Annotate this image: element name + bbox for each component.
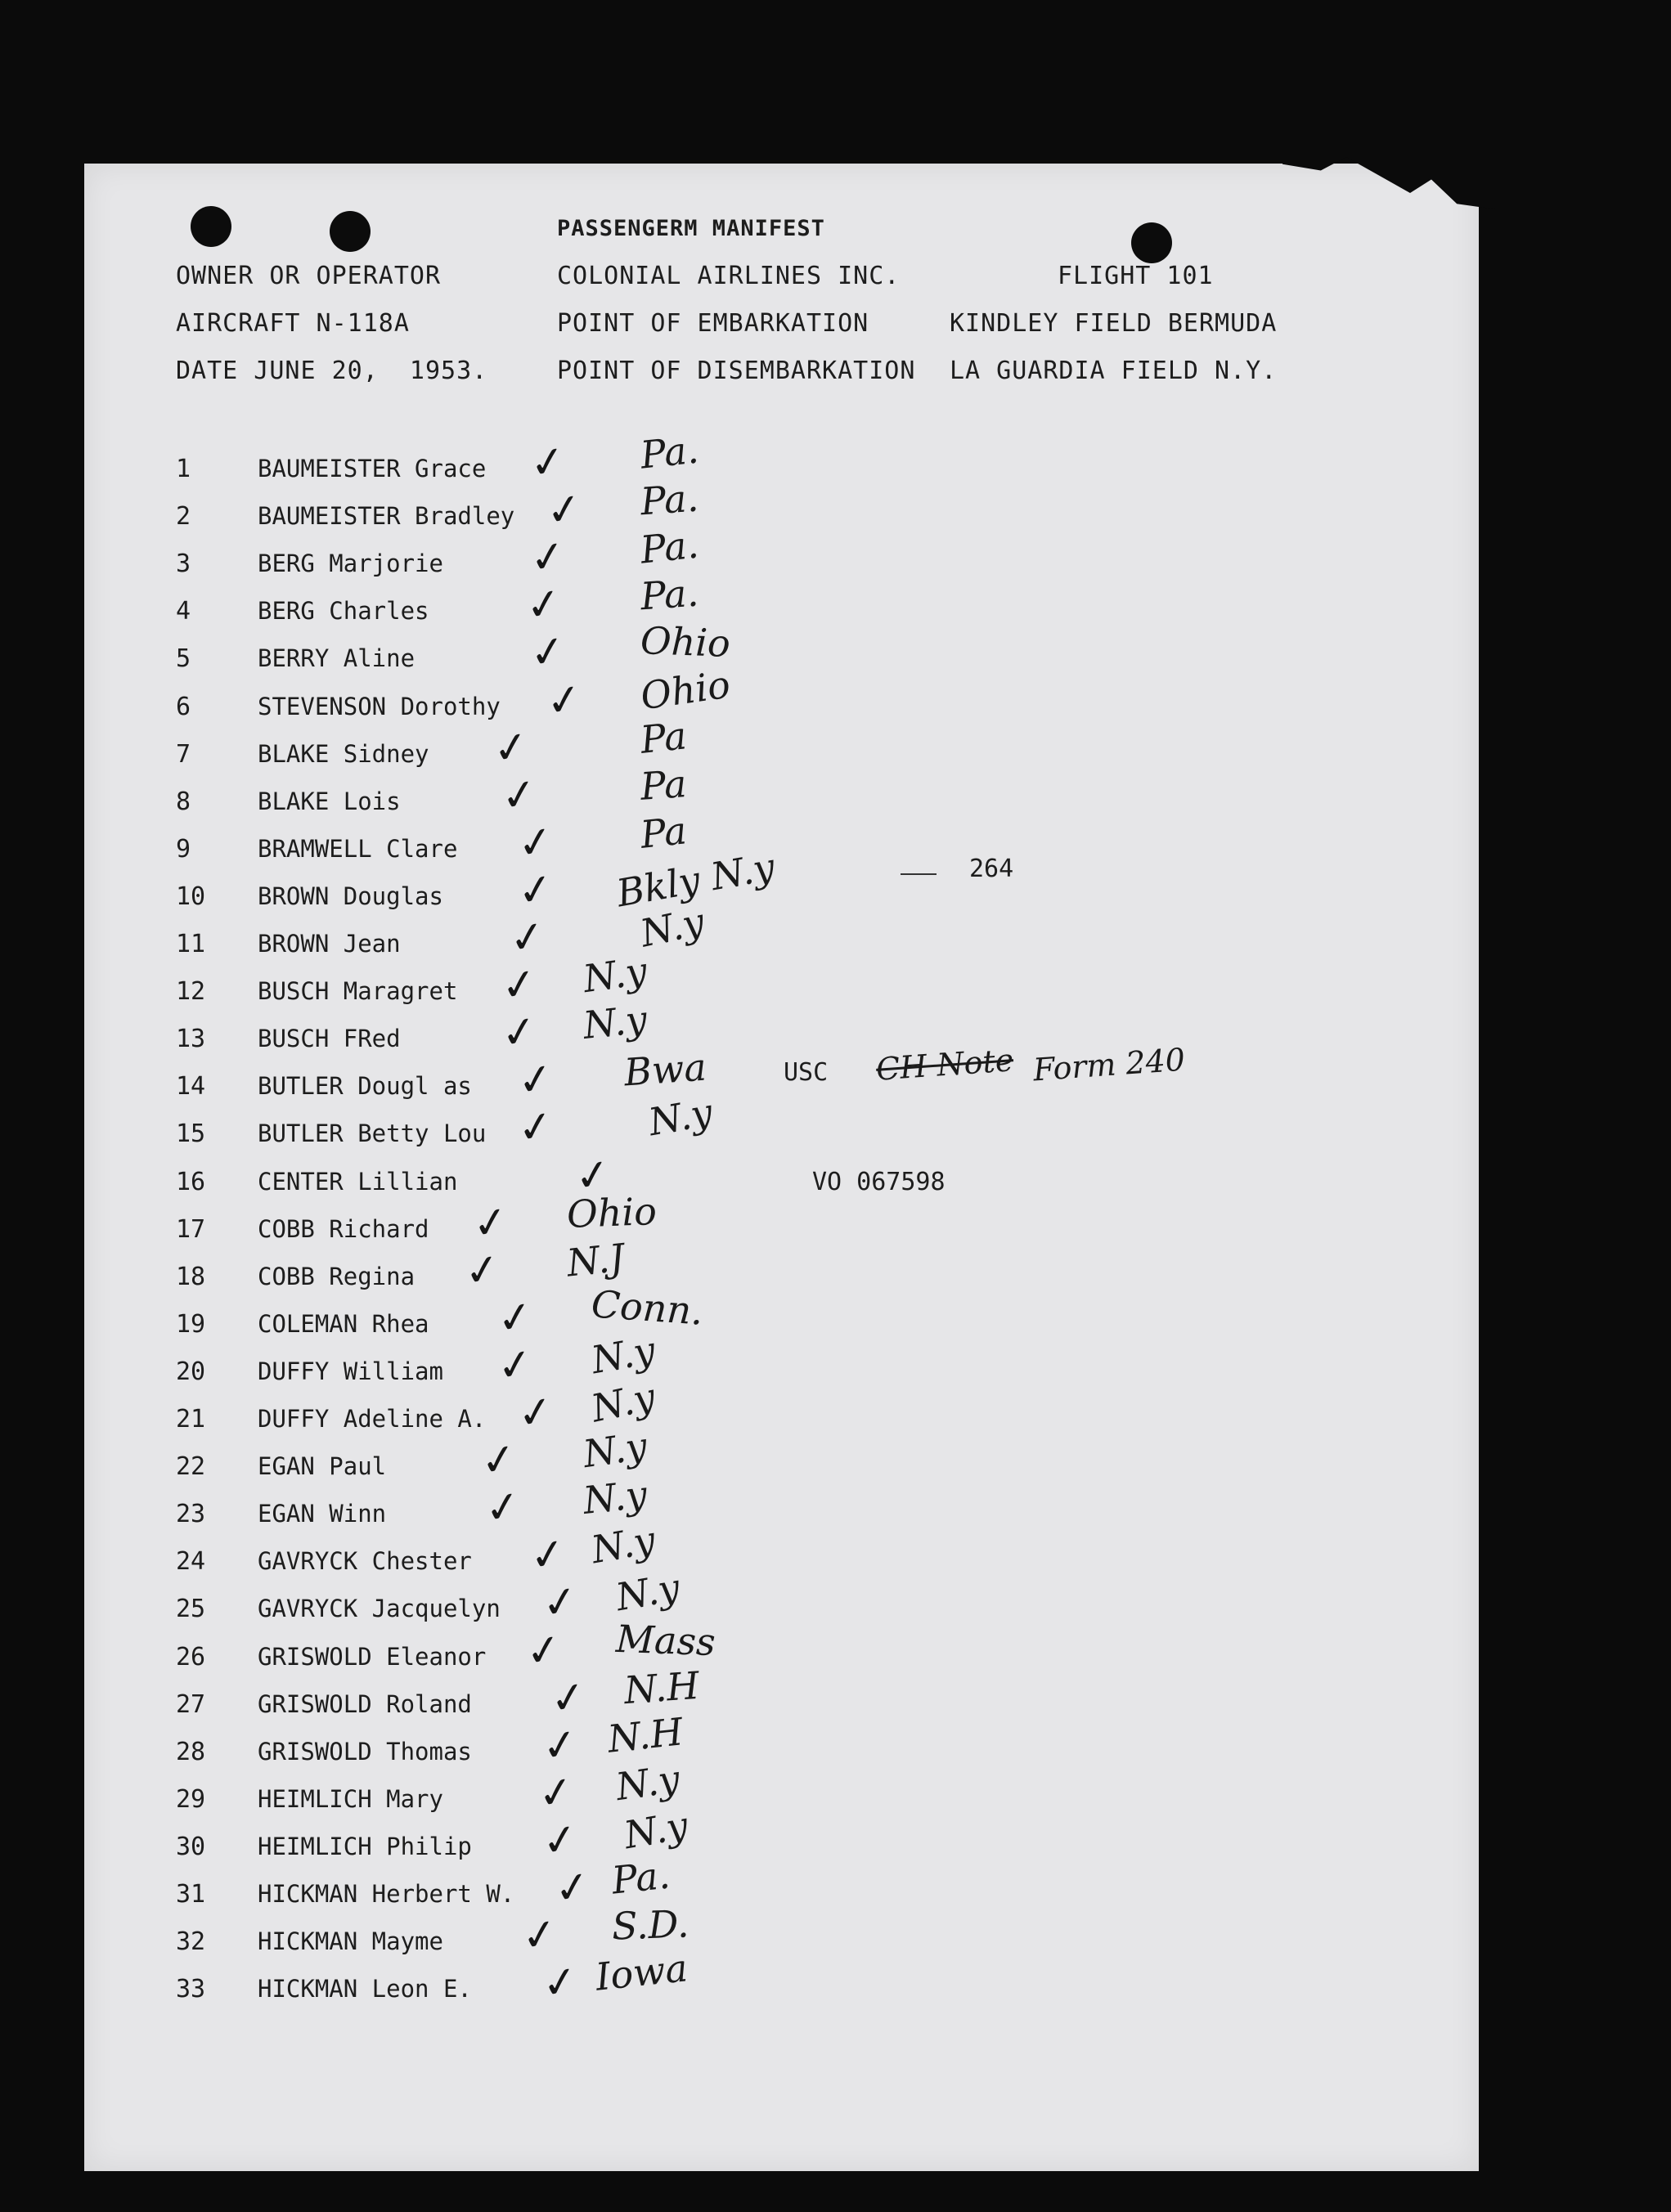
- checkmark-icon: ✓: [519, 1909, 561, 1963]
- passenger-number: 7: [176, 739, 191, 769]
- passenger-name: EGAN Winn: [258, 1500, 387, 1528]
- passenger-name: BERG Charles: [258, 597, 429, 626]
- passenger-number: 32: [176, 1927, 206, 1957]
- passenger-name: BUTLER Dougl as: [258, 1072, 472, 1101]
- torn-corner: [1282, 139, 1495, 229]
- passenger-number: 17: [176, 1214, 206, 1244]
- passenger-state: Ohio: [566, 1188, 658, 1236]
- passenger-state: Pa: [639, 761, 689, 809]
- passenger-number: 29: [176, 1784, 206, 1814]
- passenger-name: HICKMAN Herbert W.: [258, 1880, 515, 1908]
- passenger-state: Pa.: [609, 1852, 672, 1903]
- passenger-number: 18: [176, 1262, 206, 1291]
- passenger-number: 28: [176, 1737, 206, 1766]
- passenger-number: 22: [176, 1452, 206, 1482]
- punch-hole: [330, 211, 371, 252]
- passenger-name: HICKMAN Mayme: [258, 1927, 443, 1956]
- manifest-page: [84, 164, 1479, 2171]
- passenger-name: BUTLER Betty Lou: [258, 1119, 487, 1148]
- passenger-name: HEIMLICH Mary: [258, 1784, 443, 1813]
- checkmark-icon: ✓: [543, 483, 586, 537]
- passenger-number: 26: [176, 1642, 206, 1671]
- passenger-number: 3: [176, 550, 191, 579]
- passenger-state: N.y: [587, 1517, 659, 1573]
- passenger-name: DUFFY Adeline A.: [258, 1405, 487, 1433]
- passenger-number: 21: [176, 1405, 206, 1434]
- passenger-name: GRISWOLD Roland: [258, 1689, 472, 1718]
- passenger-number: 9: [176, 834, 191, 864]
- passenger-name: DUFFY William: [258, 1357, 443, 1385]
- note-264: 264: [969, 855, 1014, 883]
- passenger-name: BLAKE Lois: [258, 787, 401, 815]
- passenger-state: Pa.: [639, 570, 700, 619]
- checkmark-icon: ✓: [494, 1291, 537, 1345]
- checkmark-icon: ✓: [506, 911, 549, 965]
- checkmark-icon: ✓: [535, 1766, 577, 1820]
- passenger-name: BERRY Aline: [258, 644, 416, 673]
- passenger-state: N.y: [645, 1090, 716, 1145]
- passenger-state: Ohio: [640, 618, 731, 666]
- note-form: Form 240: [1031, 1041, 1187, 1088]
- passenger-state: Bwa: [622, 1044, 708, 1095]
- passenger-state: S.D.: [611, 1901, 690, 1949]
- checkmark-icon: ✓: [514, 1101, 557, 1155]
- flight-number: FLIGHT 101: [1058, 262, 1214, 290]
- passenger-name: BAUMEISTER Grace: [258, 455, 487, 482]
- passenger-state: N.y: [620, 1802, 692, 1858]
- checkmark-icon: ✓: [494, 1339, 537, 1393]
- passenger-name: BROWN Douglas: [258, 882, 443, 910]
- passenger-number: 23: [176, 1500, 206, 1529]
- passenger-name: BRAMWELL Clare: [258, 834, 458, 863]
- checkmark-icon: ✓: [551, 1861, 594, 1915]
- embark-value: KINDLEY FIELD BERMUDA: [950, 309, 1278, 338]
- passenger-number: 20: [176, 1357, 206, 1386]
- passenger-name: BERG Marjorie: [258, 550, 443, 578]
- passenger-name: STEVENSON Dorothy: [258, 692, 501, 720]
- checkmark-icon: ✓: [547, 1671, 590, 1725]
- checkmark-icon: ✓: [539, 1956, 582, 2010]
- checkmark-icon: ✓: [527, 436, 569, 490]
- manifest-date: DATE JUNE 20, 1953.: [176, 357, 488, 385]
- checkmark-icon: ✓: [527, 626, 569, 680]
- checkmark-icon: ✓: [527, 1528, 569, 1583]
- passenger-state: N.H: [622, 1662, 701, 1712]
- passenger-number: 6: [176, 692, 191, 721]
- checkmark-icon: ✓: [539, 1814, 582, 1868]
- passenger-number: 33: [176, 1975, 206, 2004]
- passenger-number: 12: [176, 977, 206, 1007]
- passenger-number: 25: [176, 1595, 206, 1624]
- checkmark-icon: ✓: [539, 1718, 582, 1773]
- checkmark-icon: ✓: [523, 578, 565, 633]
- passenger-number: 11: [176, 930, 206, 958]
- passenger-number: 5: [176, 644, 191, 674]
- passenger-state: Conn.: [590, 1281, 705, 1334]
- punch-hole: [1131, 222, 1172, 263]
- passenger-state: N.y: [612, 1565, 684, 1620]
- passenger-state: N.y: [580, 1423, 650, 1477]
- passenger-name: GRISWOLD Eleanor: [258, 1642, 487, 1671]
- passenger-state: N.y: [580, 948, 650, 1002]
- passenger-name: CENTER Lillian: [258, 1167, 458, 1196]
- note-vo: VO 067598: [812, 1168, 946, 1196]
- passenger-state: N.y: [587, 1374, 659, 1431]
- passenger-state: Mass: [615, 1616, 716, 1664]
- passenger-name: HEIMLICH Philip: [258, 1832, 472, 1860]
- disembark-label: POINT OF DISEMBARKATION: [557, 357, 916, 385]
- passenger-state: N.J: [564, 1235, 627, 1285]
- passenger-state: Pa.: [638, 427, 701, 478]
- checkmark-icon: ✓: [539, 1576, 582, 1631]
- passenger-number: 14: [176, 1072, 206, 1102]
- checkmark-icon: ✓: [482, 1481, 524, 1535]
- checkmark-icon: ✓: [469, 1196, 512, 1250]
- passenger-number: 31: [176, 1880, 206, 1909]
- passenger-name: GRISWOLD Thomas: [258, 1737, 472, 1766]
- checkmark-icon: ✓: [523, 1623, 565, 1678]
- passenger-name: BLAKE Sidney: [258, 739, 429, 768]
- note-struck: CH Note: [874, 1042, 1015, 1088]
- passenger-state: N.y: [581, 997, 649, 1048]
- passenger-number: 24: [176, 1547, 206, 1577]
- passenger-state: N.y: [613, 1756, 683, 1809]
- note-usc: USC: [784, 1058, 829, 1087]
- passenger-state: Iowa: [593, 1945, 690, 1999]
- passenger-state: Pa: [638, 808, 689, 857]
- dash-mark: [901, 873, 937, 875]
- passenger-number: 13: [176, 1025, 206, 1054]
- passenger-state: Pa.: [638, 522, 701, 572]
- checkmark-icon: ✓: [543, 673, 586, 728]
- passenger-number: 10: [176, 882, 206, 911]
- passenger-name: COBB Richard: [258, 1214, 429, 1243]
- checkmark-icon: ✓: [490, 720, 532, 775]
- aircraft: AIRCRAFT N-118A: [176, 309, 410, 338]
- passenger-state: N.H: [605, 1709, 685, 1761]
- checkmark-icon: ✓: [527, 531, 569, 585]
- passenger-state: Pa: [638, 712, 689, 762]
- passenger-number: 27: [176, 1689, 206, 1719]
- passenger-number: 19: [176, 1309, 206, 1339]
- passenger-state: Ohio: [637, 662, 733, 718]
- passenger-name: BROWN Jean: [258, 930, 401, 958]
- passenger-name: GAVRYCK Jacquelyn: [258, 1595, 501, 1623]
- disembark-value: LA GUARDIA FIELD N.Y.: [950, 357, 1278, 385]
- checkmark-icon: ✓: [514, 864, 557, 918]
- passenger-name: BAUMEISTER Bradley: [258, 502, 515, 531]
- passenger-number: 15: [176, 1119, 206, 1149]
- punch-hole: [191, 206, 231, 247]
- checkmark-icon: ✓: [478, 1434, 520, 1487]
- checkmark-icon: ✓: [498, 958, 541, 1012]
- manifest-title: PASSENGERM MANIFEST: [557, 216, 825, 241]
- owner-value: COLONIAL AIRLINES INC.: [557, 262, 901, 290]
- passenger-name: BUSCH FRed: [258, 1025, 401, 1053]
- passenger-state: N.y: [636, 899, 708, 956]
- passenger-state: N.y: [587, 1327, 659, 1383]
- passenger-state: Bkly N.y: [613, 844, 779, 916]
- checkmark-icon: ✓: [498, 1006, 541, 1060]
- passenger-name: HICKMAN Leon E.: [258, 1975, 472, 2003]
- passenger-state: N.y: [581, 1472, 649, 1523]
- passenger-number: 8: [176, 787, 191, 816]
- passenger-name: COBB Regina: [258, 1262, 416, 1290]
- passenger-name: COLEMAN Rhea: [258, 1309, 429, 1338]
- passenger-name: GAVRYCK Chester: [258, 1547, 472, 1576]
- passenger-number: 2: [176, 502, 191, 532]
- checkmark-icon: ✓: [498, 768, 541, 823]
- passenger-name: EGAN Paul: [258, 1452, 387, 1481]
- passenger-number: 16: [176, 1167, 206, 1196]
- checkmark-icon: ✓: [514, 1386, 557, 1440]
- embark-label: POINT OF EMBARKATION: [557, 309, 869, 338]
- owner-label: OWNER OR OPERATOR: [176, 262, 442, 290]
- passenger-number: 4: [176, 597, 191, 626]
- checkmark-icon: ✓: [514, 816, 557, 870]
- checkmark-icon: ✓: [461, 1243, 504, 1298]
- checkmark-icon: ✓: [514, 1053, 557, 1108]
- passenger-state: Pa.: [639, 475, 700, 524]
- passenger-name: BUSCH Maragret: [258, 977, 458, 1006]
- passenger-number: 30: [176, 1832, 206, 1861]
- checkmark-icon: ✓: [572, 1148, 614, 1203]
- passenger-number: 1: [176, 455, 191, 483]
